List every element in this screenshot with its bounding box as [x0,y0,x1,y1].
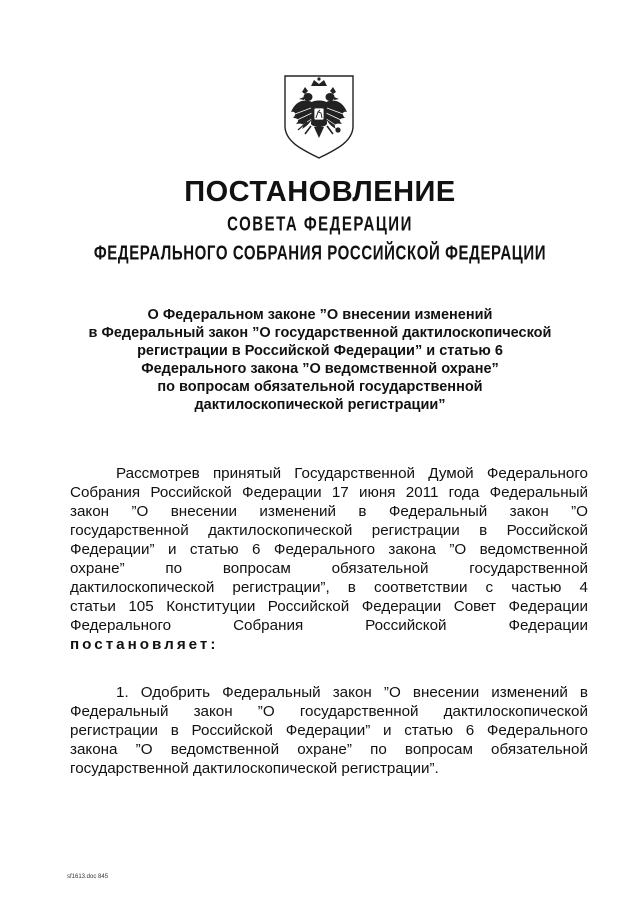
heading-line: регистрации в Российской Федерации” и статью 6 [137,343,503,359]
paragraph-line: охране” по вопросам обязательной государственной [70,560,588,577]
coat-of-arms-icon [281,72,357,160]
paragraph-line: Федерального Собрания Российской Федерации [70,617,588,634]
paragraph-line: Собрания Российской Федерации 17 июня 2011 года Федеральный [70,484,588,501]
resolves-word: постановляет: [70,636,219,653]
document-subtitle-council: СОВЕТА ФЕДЕРАЦИИ [227,213,413,236]
paragraph-line: Федеральный закон ”О государственной дактилоскопической [70,703,588,720]
paragraph-line: регистрации в Российской Федерации” и статью 6 Федерального [70,722,588,739]
paragraph-line: 1. Одобрить Федеральный закон ”О внесении изменений в [116,684,588,701]
resolution-heading [60,306,580,414]
heading-line: О Федеральном законе ”О внесении изменений [147,307,493,323]
paragraph-line: статьи 105 Конституции Российской Федерации Совет Федерации [70,598,588,615]
heading-line: дактилоскопической регистрации” [194,397,446,413]
paragraph-considering [70,464,588,654]
document-title: ПОСТАНОВЛЕНИЕ [184,176,456,208]
paragraph-line [70,635,588,654]
heading-line: по вопросам обязательной государственной [157,379,483,395]
paragraph-line: государственной дактилоскопической регистрации”. [70,760,439,777]
paragraph-line: закона ”О ведомственной охране” по вопросам обязательной [70,741,588,758]
paragraph-line: Рассмотрев принятый Государственной Думой Федерального [116,465,588,482]
paragraph-line: государственной дактилоскопической регистрации в Российской [70,522,588,539]
paragraph-line: Федерации” и статью 6 Федерального закона ”О ведомственной [70,541,588,558]
heading-line: в Федеральный закон ”О государственной дактилоскопической [88,325,552,341]
paragraph-line: закон ”О внесении изменений в Федеральный закон ”О [70,503,588,520]
file-reference: sf1613.doc 845 [67,874,109,880]
document-subtitle-assembly: ФЕДЕРАЛЬНОГО СОБРАНИЯ РОССИЙСКОЙ ФЕДЕРАЦИИ [93,242,547,265]
heading-line: Федерального закона ”О ведомственной охране” [141,361,499,377]
paragraph-approve [70,683,588,778]
paragraph-line: дактилоскопической регистрации”, в соответствии с частью 4 [70,579,588,596]
